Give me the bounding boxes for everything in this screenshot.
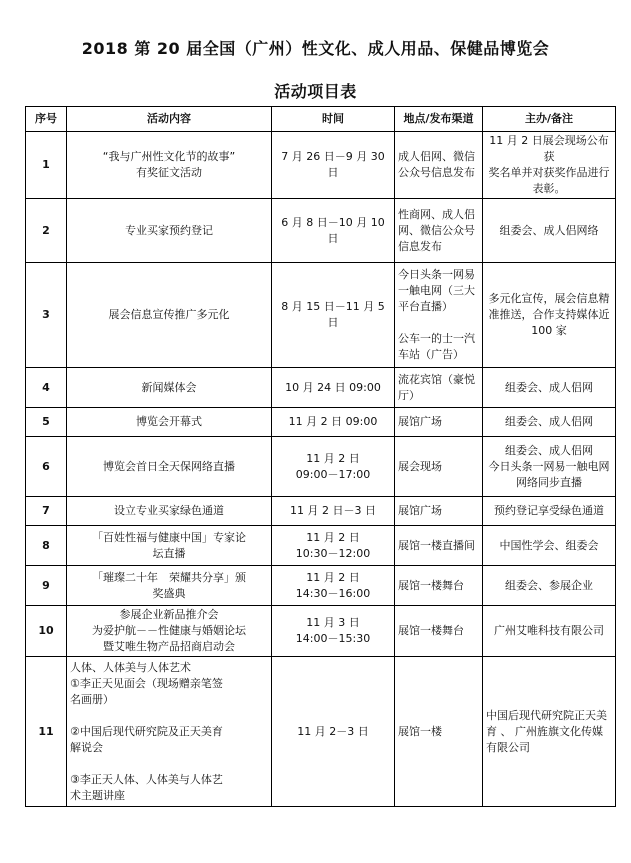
cell-line: 100 家 — [531, 324, 567, 337]
cell-line: 中国性学会、组委会 — [499, 538, 599, 552]
cell-time — [272, 606, 395, 657]
table-row — [26, 263, 616, 368]
table-row — [26, 657, 616, 807]
cell-note — [483, 497, 616, 526]
row-index: 2 — [26, 199, 67, 263]
cell-line: 11 月 3 日 — [306, 616, 360, 629]
cell-line: 「璀璨二十年 荣耀共分享」颁 — [92, 570, 246, 584]
row-index: 3 — [26, 263, 67, 368]
row-index: 9 — [26, 566, 67, 606]
cell-time — [272, 657, 395, 807]
table-row — [26, 368, 616, 408]
cell-line: 11 月 2 日展会现场公布获 — [489, 134, 609, 163]
cell-place — [395, 497, 483, 526]
table-header-row — [26, 107, 616, 132]
cell-line: 展馆一楼舞台 — [398, 578, 464, 592]
cell-line: 14:00－15:30 — [295, 632, 371, 645]
cell-content — [67, 526, 272, 566]
cell-note — [483, 199, 616, 263]
cell-content — [67, 497, 272, 526]
cell-line: 展馆一楼 — [398, 724, 442, 738]
cell-line: 多元化宣传，展会信息精 — [488, 292, 610, 305]
cell-line: 7 月 26 日－9 月 30 日 — [281, 150, 385, 179]
cell-time — [272, 497, 395, 526]
cell-line: 展会信息宣传推广多元化 — [108, 308, 230, 321]
cell-line: 一触电网（三大 — [398, 284, 475, 297]
cell-line: 车站（广告） — [398, 348, 464, 361]
cell-line: 人体、人体美与人体艺术 — [70, 660, 191, 674]
cell-line: 设立专业买家绿色通道 — [114, 504, 224, 517]
cell-line: 展馆一楼舞台 — [398, 624, 464, 637]
cell-line: 11 月 2 日 — [306, 570, 360, 584]
cell-line: 10:30－12:00 — [295, 546, 371, 560]
cell-note — [483, 526, 616, 566]
cell-place — [395, 368, 483, 408]
cell-time — [272, 526, 395, 566]
cell-line: 有限公司 — [486, 740, 530, 754]
cell-line: 广州艾唯科技有限公司 — [494, 624, 604, 637]
cell-content — [67, 132, 272, 199]
cell-note — [483, 606, 616, 657]
cell-line: 中国后现代研究院正天美 — [486, 708, 607, 722]
cell-content — [67, 368, 272, 408]
row-index: 6 — [26, 437, 67, 497]
row-index: 8 — [26, 526, 67, 566]
cell-line: 奖名单并对获奖作品进行 — [488, 166, 610, 179]
cell-note — [483, 437, 616, 497]
cell-line: 新闻媒体会 — [141, 380, 197, 394]
cell-line: 平台直播） — [398, 300, 453, 313]
cell-line: ③李正天人体、人体美与人体艺 — [70, 772, 223, 786]
cell-time — [272, 199, 395, 263]
cell-line: 展馆一楼直播间 — [398, 538, 475, 552]
cell-content — [67, 606, 272, 657]
cell-note — [483, 408, 616, 437]
cell-place — [395, 657, 483, 807]
cell-line — [70, 708, 268, 724]
cell-line: 组委会、参展企业 — [505, 578, 593, 592]
table-row — [26, 199, 616, 263]
cell-line: 坛直播 — [152, 546, 186, 560]
cell-content — [67, 657, 272, 807]
table-row — [26, 606, 616, 657]
cell-line: 博览会首日全天保网络直播 — [103, 459, 235, 473]
cell-line: 表彰。 — [532, 182, 566, 195]
cell-line: 解说会 — [70, 740, 103, 754]
cell-line: 预约登记享受绿色通道 — [494, 504, 604, 517]
cell-line: 博览会开幕式 — [136, 415, 202, 428]
cell-line: 11 月 2 日 — [306, 530, 360, 544]
cell-place — [395, 199, 483, 263]
cell-time — [272, 368, 395, 408]
document-subtitle: 活动项目表 — [274, 82, 357, 101]
cell-line: 09:00－17:00 — [295, 467, 371, 481]
cell-content — [67, 566, 272, 606]
cell-place — [395, 566, 483, 606]
cell-line: 公众号信息发布 — [398, 166, 475, 179]
table-row — [26, 526, 616, 566]
cell-line: 专业买家预约登记 — [125, 223, 213, 237]
cell-line: “我与广州性文化节的故事” — [102, 150, 236, 163]
cell-line: 育 、 广州旌旗文化传媒 — [486, 724, 603, 738]
cell-line: 组委会、成人侣网 — [505, 415, 593, 428]
cell-place — [395, 526, 483, 566]
cell-line: 8 月 15 日－11 月 5 日 — [281, 300, 385, 329]
cell-place — [395, 408, 483, 437]
cell-place — [395, 606, 483, 657]
cell-content — [67, 408, 272, 437]
cell-content — [67, 437, 272, 497]
cell-content — [67, 199, 272, 263]
cell-line: 网络同步直播 — [516, 475, 582, 489]
cell-line: 有奖征文活动 — [136, 166, 202, 179]
cell-line: 今日头条一网易一触电网 — [488, 459, 610, 473]
cell-line: 「百姓性福与健康中国」专家论 — [92, 530, 246, 544]
cell-time — [272, 132, 395, 199]
cell-line — [398, 315, 479, 331]
cell-line: 展会现场 — [398, 459, 442, 473]
header-content: 活动内容 — [67, 107, 272, 132]
cell-line: 11 月 2 日 09:00 — [288, 415, 378, 428]
document-title: 2018 第 20 届全国（广州）性文化、成人用品、保健品博览会 — [81, 39, 550, 58]
cell-line: ②中国后现代研究院及正天美育 — [70, 724, 223, 738]
cell-line: 6 月 8 日－10 月 10 日 — [281, 215, 385, 245]
cell-line: 10 月 24 日 09:00 — [285, 380, 381, 394]
cell-line: 公车一的士一汽 — [398, 332, 475, 345]
cell-line: 今日头条一网易 — [398, 268, 475, 281]
cell-note — [483, 566, 616, 606]
row-index: 7 — [26, 497, 67, 526]
row-index: 5 — [26, 408, 67, 437]
cell-line: 11 月 2 日 — [306, 451, 360, 465]
row-index: 4 — [26, 368, 67, 408]
cell-line: 名画册） — [70, 692, 114, 706]
cell-line: 组委会、成人侣网 — [505, 380, 593, 394]
table-row — [26, 566, 616, 606]
activity-table — [25, 106, 616, 807]
cell-place — [395, 263, 483, 368]
cell-line: 11 月 2 日－3 日 — [290, 504, 376, 517]
cell-line: 厅） — [398, 388, 420, 402]
cell-line: 展馆广场 — [398, 504, 442, 517]
cell-time — [272, 263, 395, 368]
cell-place — [395, 132, 483, 199]
cell-line — [70, 756, 268, 772]
cell-line: ①李正天见面会（现场赠亲笔签 — [70, 676, 223, 690]
cell-line: 暨艾唯生物产品招商启动会 — [103, 640, 235, 653]
cell-line: 术主题讲座 — [70, 788, 125, 802]
cell-line: 性商网、成人侣 — [398, 207, 475, 221]
cell-line: 准推送，合作支持媒体近 — [488, 308, 610, 321]
row-index: 11 — [26, 657, 67, 807]
header-note: 主办/备注 — [483, 107, 616, 132]
header-place: 地点/发布渠道 — [395, 107, 483, 132]
cell-line: 14:30－16:00 — [295, 586, 371, 600]
cell-time — [272, 408, 395, 437]
cell-time — [272, 566, 395, 606]
cell-line: 11 月 2－3 日 — [297, 724, 369, 738]
cell-line: 展馆广场 — [398, 415, 442, 428]
cell-line: 信息发布 — [398, 239, 442, 253]
table-row — [26, 408, 616, 437]
cell-line: 奖盛典 — [152, 586, 186, 600]
row-index: 1 — [26, 132, 67, 199]
cell-line: 组委会、成人侣网 — [505, 443, 593, 457]
cell-line: 成人侣网、微信 — [398, 150, 475, 163]
cell-content — [67, 263, 272, 368]
cell-line: 为爱护航－－性健康与婚姻论坛 — [92, 624, 246, 637]
cell-line: 参展企业新品推介会 — [119, 608, 219, 621]
table-row — [26, 497, 616, 526]
cell-note — [483, 263, 616, 368]
table-row — [26, 132, 616, 199]
table-row — [26, 437, 616, 497]
row-index: 10 — [26, 606, 67, 657]
cell-time — [272, 437, 395, 497]
cell-line: 网、微信公众号 — [398, 223, 475, 237]
header-time: 时间 — [272, 107, 395, 132]
cell-note — [483, 132, 616, 199]
cell-place — [395, 437, 483, 497]
cell-note — [483, 657, 616, 807]
cell-line: 流花宾馆（豪悦 — [398, 372, 475, 386]
cell-note — [483, 368, 616, 408]
header-index: 序号 — [26, 107, 67, 132]
cell-line: 组委会、成人侣网络 — [499, 223, 599, 237]
